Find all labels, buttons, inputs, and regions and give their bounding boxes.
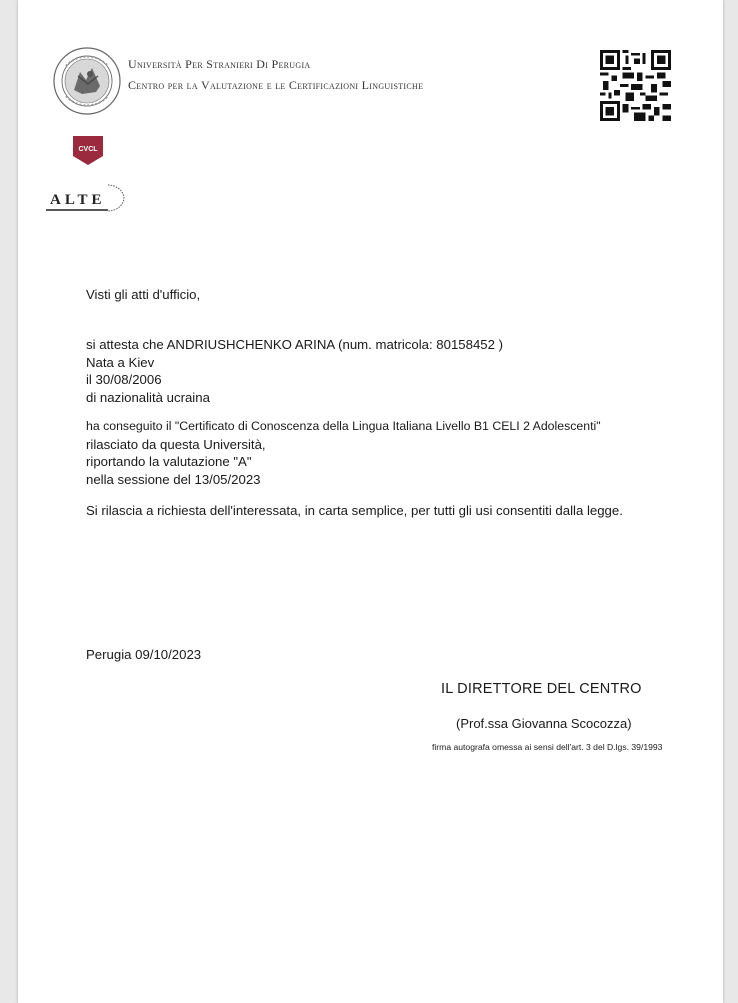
birthdate-line: il 30/08/2006 [86,372,162,387]
certificate-block [86,418,601,488]
visti-line: Visti gli atti d'ufficio, [86,287,201,302]
university-heading [128,54,423,96]
attesta-line: si attesta che ANDRIUSHCHENKO ARINA (num. matricola: 80158452 ) [86,337,504,352]
signature-note: firma autografa omessa ai sensi dell'art. 3 del D.lgs. 39/1993 [432,742,663,752]
center-name: Centro per la Valutazione e le Certificazioni Linguistiche [128,78,424,92]
qr-code-icon [600,50,671,121]
university-name: Università Per Stranieri Di Perugia [128,57,311,71]
grade-line: riportando la valutazione "A" [86,454,252,469]
nationality-line: di nazionalità ucraina [86,389,210,405]
director-name: (Prof.ssa Giovanna Scocozza) [456,716,632,731]
cvcl-logo [72,134,104,166]
certificate-page [18,0,723,1003]
svg-text:CVCL: CVCL [78,146,98,153]
rilascia-line: Si rilascia a richiesta dell'interessata, in carta semplice, per tutti gli usi consentiti dalla legge. [86,503,623,518]
certificate-line: ha conseguito il "Certificato di Conoscenza della Lingua Italiana Livello B1 CELI 2 Adolescenti" [86,419,601,433]
birthplace-line: Nata a Kiev [86,354,155,370]
attestation-block [86,336,503,406]
svg-text:ALTE: ALTE [50,192,106,208]
director-title: IL DIRETTORE DEL CENTRO [441,681,642,697]
session-line: nella sessione del 13/05/2023 [86,471,261,487]
alte-logo [46,180,130,216]
university-seal-icon [52,46,122,116]
place-date: Perugia 09/10/2023 [86,647,202,662]
issued-line: rilasciato da questa Università, [86,436,266,452]
